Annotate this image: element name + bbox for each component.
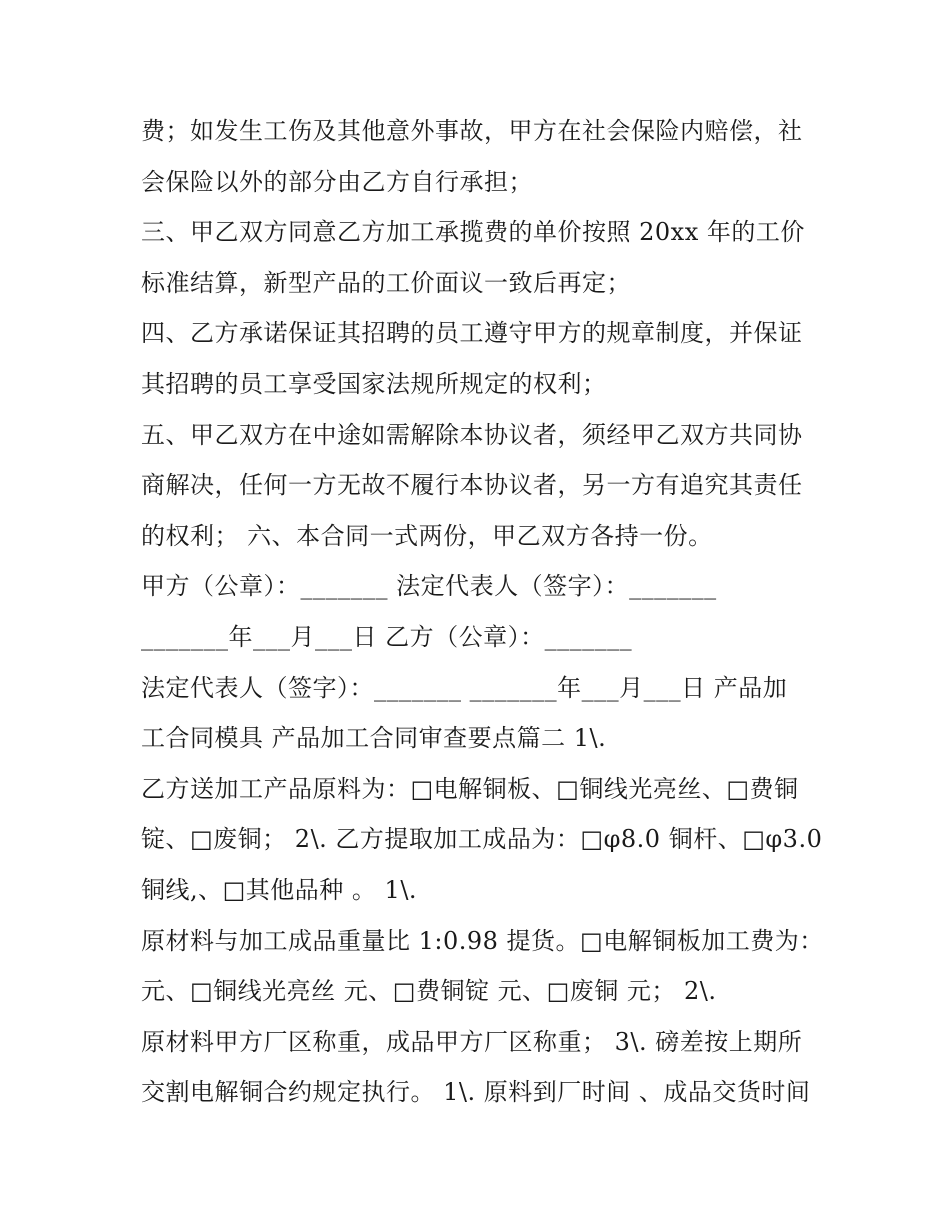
text-line: 乙方送加工产品原料为：□电解铜板、□铜线光亮丝、□费铜 (141, 774, 799, 803)
text-line: 其招聘的员工享受国家法规所规定的权利； (141, 369, 607, 398)
text-line: 商解决，任何一方无故不履行本协议者，另一方有追究其责任 (141, 471, 803, 500)
text-line: 交割电解铜合约规定执行。 1\. 原料到厂时间 、成品交货时间 (141, 1078, 811, 1107)
text-line: 原材料与加工成品重量比 1:0.98 提货。□电解铜板加工费为： (141, 926, 824, 955)
signature-line: 法定代表人（签字）：_______ _______年___月___日 产品加 (141, 673, 788, 702)
text-line: 工合同模具 产品加工合同审查要点篇二 1\. (141, 724, 607, 753)
document-body (141, 106, 841, 1118)
text-line: 标准结算，新型产品的工价面议一致后再定； (141, 268, 631, 297)
text-line: 四、乙方承诺保证其招聘的员工遵守甲方的规章制度，并保证 (141, 319, 803, 348)
text-line: 三、甲乙双方同意乙方加工承揽费的单价按照 20xx 年的工价 (141, 218, 805, 247)
signature-line: 甲方（公章）：_______ 法定代表人（签字）：_______ (141, 572, 717, 601)
text-line: 原材料甲方厂区称重，成品甲方厂区称重； 3\. 磅差按上期所 (141, 1027, 803, 1056)
text-line: 会保险以外的部分由乙方自行承担； (141, 167, 533, 196)
text-line: 费；如发生工伤及其他意外事故，甲方在社会保险内赔偿，社 (141, 117, 803, 145)
signature-line: _______年___月___日 乙方（公章）：_______ (141, 622, 633, 651)
text-line: 元、□铜线光亮丝 元、□费铜锭 元、□废铜 元； 2\. (141, 977, 717, 1006)
text-line: 五、甲乙双方在中途如需解除本协议者，须经甲乙双方共同协 (141, 420, 803, 449)
text-line: 铜线,、□其他品种 。 1\. (141, 875, 418, 904)
text-line: 的权利； 六、本合同一式两份，甲乙双方各持一份。 (141, 521, 713, 550)
text-line: 锭、□废铜； 2\. 乙方提取加工成品为：□φ8.0 铜杆、□φ3.0 (141, 825, 823, 854)
